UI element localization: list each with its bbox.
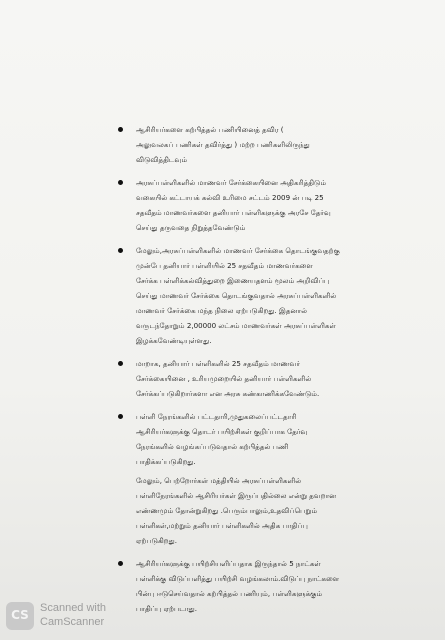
list-item — [118, 356, 410, 401]
text-line: சேர்க்கப்படுகிறார்களா என அரசு கண்காணிக்கவேண்டும். — [136, 389, 320, 398]
text-line: செய்து தருவதை நிறுத்தவேண்டும் — [136, 223, 246, 232]
text-line: மேலும்,அரசுப்பள்ளிகளில் மாணவர் சேர்க்கை தொடங்குவதற்கு — [136, 246, 340, 255]
text-line: ஆசிரியர்களை கற்பித்தல் பணியினைத் தவிர ( — [136, 125, 284, 134]
bullet-icon — [118, 180, 123, 185]
text-line: பாதிக்கப்படுகிறது. — [136, 457, 196, 466]
text-line: பள்ளி நேரங்களில் பட்டதாரி,முதுகலைப்பட்டதாரி — [136, 412, 297, 421]
text-line: சேர்க்க பள்ளிக்கல்வித்துறை இணையதளம் மூலம் அறிவிப்பு — [136, 276, 330, 285]
text-line: எண்ணமும் தோன்றுகிறது .பெரும்பாலும்,உதவிப்பெறும் — [136, 506, 318, 515]
bullet-icon — [118, 561, 123, 566]
text-line: ஆசிரியர்களுக்கு பயிற்சியளிப்பதாக இருந்தால் 5 நாட்கள் — [136, 559, 321, 568]
text-line: செய்து மாணவர் சேர்க்கை தொடங்குவதால் அரசுப்பள்ளிகளில் — [136, 291, 337, 300]
paragraph — [136, 473, 410, 548]
bullet-icon — [118, 127, 123, 132]
text-line: பின்பு ஈடுசெய்வதால் கற்பித்தல் பணியும், பள்ளிகளுக்கும் — [136, 589, 323, 598]
text-line: வருடந்தோறும் 2,00000 லட்சம் மாணவர்கள் அரசுப்பள்ளிகள் — [136, 321, 336, 330]
logo-text: CS — [11, 608, 29, 622]
camscanner-logo-icon — [6, 602, 34, 630]
text-line: பள்ளிக்கு விடுப்பளித்து பயிற்சி வழங்கலாம்.விடுப்பு நாட்களை — [136, 574, 340, 583]
text-line: மாறாக, தனியார் பள்ளிகளில் 25 சதவீதம் மாணவர் — [136, 359, 301, 368]
bullet-icon — [118, 414, 123, 419]
text-line: அலுவலகப் பணிகள் தவிர்த்து ) மற்ற பணிகளிலிருந்து — [136, 140, 310, 149]
text-line: அரசுப்பள்ளிகளில் மாணவர் சேர்க்கையினை அதிகரித்திடும் — [136, 178, 327, 187]
text-line: பள்ளிகள்,மற்றும் தனியார் பள்ளிகளில் அதிக பாதிப்பு — [136, 521, 308, 530]
text-line: முன்பே தனியார் பள்ளியில் 25 சதவீதம் மாணவர்களை — [136, 261, 313, 270]
text-line: ஆசிரியர்களுக்கு தொடர் பயிற்சிகள் குறிப்பாக தேர்வு — [136, 427, 308, 436]
list-item — [118, 409, 410, 548]
text-line: சதவீதம் மாணவர்களை தனியார் பள்ளிகளுக்கு அரசே தேர்வு — [136, 208, 331, 217]
text-line: இழக்கவேண்டியுள்ளது. — [136, 336, 212, 345]
document-body — [118, 122, 410, 624]
list-item — [118, 122, 410, 167]
text-line: நேரங்களில் வழங்கப்படுவதால் கற்பித்தல் பணி — [136, 442, 289, 451]
text-line: மேலும், பெற்றோர்கள் மத்தியில் அரசுப்பள்ளிகளில் — [136, 476, 302, 485]
text-line: வகையில் கட்டாயக் கல்வி உரிமை சட்டம் 2009 ன் படி 25 — [136, 193, 324, 202]
camscanner-watermark — [6, 598, 206, 634]
bullet-icon — [118, 248, 123, 253]
text-line: சேர்க்கையினை , உரியமுறையில் தனியார் பள்ளிகளில் — [136, 374, 312, 383]
text-line: விடுவித்திடவும் — [136, 155, 188, 164]
watermark-line-1: Scanned with — [40, 602, 107, 614]
list-item — [118, 175, 410, 235]
text-line: மாணவர் சேர்க்கை மந்த நிலை ஏற்படுகிறது. இதனால் — [136, 306, 308, 315]
watermark-line-2: CamScanner — [40, 616, 105, 628]
list-item — [118, 243, 410, 348]
text-line: பாதிப்பு ஏற்படாது. — [136, 604, 197, 613]
text-line: பள்ளிநேரங்களில் ஆசிரியர்கள் இருப்பதில்லை என்று தவறான — [136, 491, 337, 500]
bullet-icon — [118, 361, 123, 366]
text-line: ஏற்படுகிறது. — [136, 536, 178, 545]
